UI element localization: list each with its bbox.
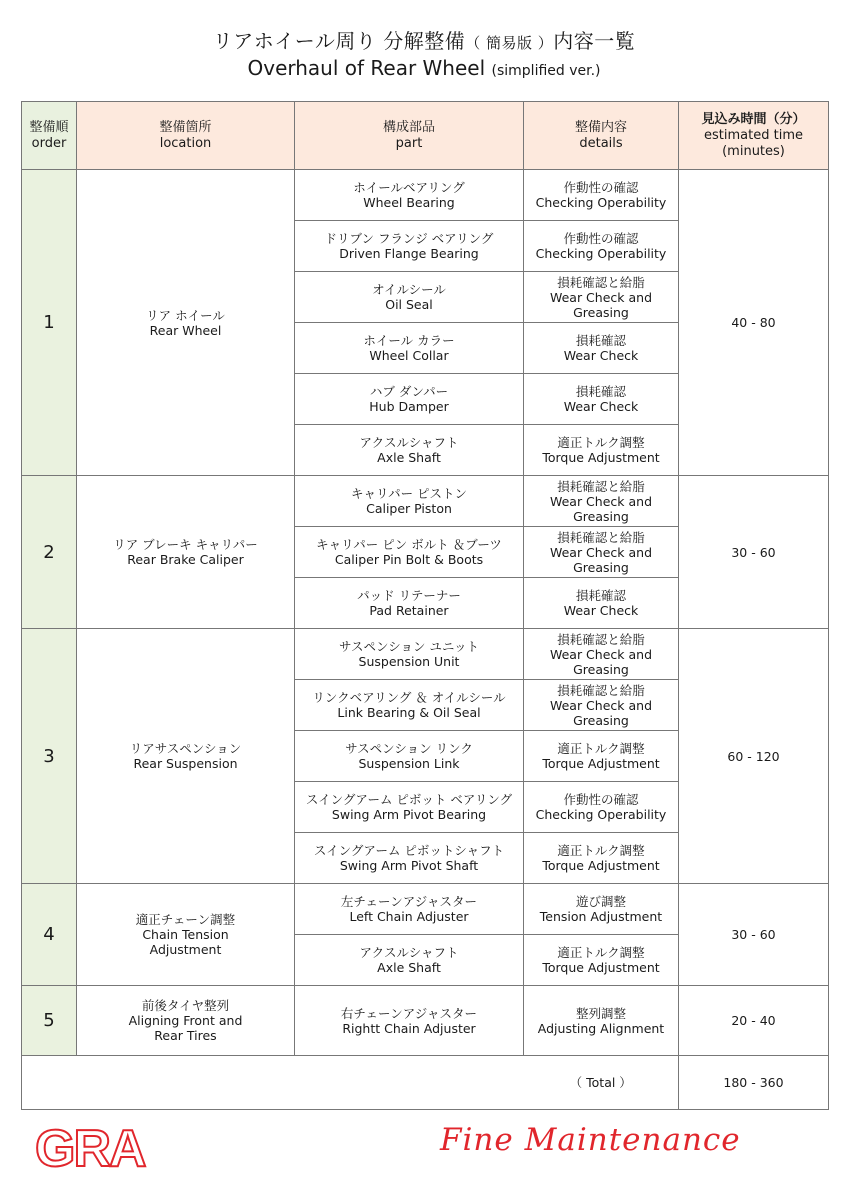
part-jp: キャリパー ピストン (350, 486, 468, 501)
details-cell (524, 170, 679, 221)
part-en: Suspension Unit (358, 654, 460, 669)
header-order-en: order (31, 135, 67, 151)
header-part (295, 102, 524, 170)
part-en: Link Bearing & Oil Seal (337, 705, 481, 720)
part-jp: パッド リテーナー (357, 588, 461, 603)
details-en: Torque Adjustment (542, 960, 660, 975)
header-time-en1: estimated time (704, 127, 803, 143)
time-cell: 60 - 120 (679, 629, 829, 884)
location-en: Rear Suspension (133, 756, 238, 771)
details-jp: 作動性の確認 (563, 231, 639, 246)
details-cell (524, 476, 679, 527)
part-cell (295, 629, 524, 680)
part-en: Swing Arm Pivot Bearing (331, 807, 487, 822)
gra-logo (33, 1118, 167, 1174)
details-cell (524, 272, 679, 323)
part-en: Wheel Bearing (363, 195, 455, 210)
table-row (22, 476, 829, 527)
location-jp: 前後タイヤ整列 (141, 998, 230, 1013)
header-time (679, 102, 829, 170)
header-time-en2: (minutes) (722, 143, 785, 159)
part-cell (295, 527, 524, 578)
details-cell (524, 680, 679, 731)
location-jp: リア ブレーキ キャリパー (113, 537, 258, 552)
title-block (0, 28, 848, 83)
table-body (22, 170, 829, 1110)
table-row (22, 986, 829, 1056)
order-cell: 1 (22, 170, 77, 476)
details-en: Wear Check (563, 348, 639, 363)
part-jp: ハブ ダンパー (369, 384, 449, 399)
details-jp: 損耗確認と給脂 (557, 274, 645, 290)
details-cell (524, 935, 679, 986)
part-cell (295, 986, 524, 1056)
part-jp: ホイールベアリング (353, 180, 465, 195)
details-jp: 適正トルク調整 (557, 741, 645, 756)
part-jp: 右チェーンアジャスター (340, 1005, 478, 1021)
part-jp: 左チェーンアジャスター (340, 894, 478, 909)
location-cell (77, 986, 295, 1056)
details-cell (524, 731, 679, 782)
part-en: Hub Damper (369, 399, 449, 414)
details-en: Wear Check and Greasing (549, 289, 653, 320)
part-en: Left Chain Adjuster (349, 909, 469, 924)
location-cell (77, 884, 295, 986)
location-jp: リア ホイール (146, 307, 225, 323)
details-en: Adjusting Alignment (537, 1020, 665, 1036)
details-en: Wear Check and Greasing (549, 697, 653, 728)
details-en: Wear Check and Greasing (549, 544, 653, 575)
header-time-jp: 見込み時間（分） (701, 111, 806, 127)
header-details (524, 102, 679, 170)
time-cell: 30 - 60 (679, 476, 829, 629)
details-cell (524, 986, 679, 1056)
part-en: Suspension Link (358, 756, 460, 771)
details-jp: 適正トルク調整 (557, 435, 645, 450)
header-details-jp: 整備内容 (574, 119, 627, 135)
details-cell (524, 374, 679, 425)
details-en: Torque Adjustment (542, 450, 660, 465)
title-en-main: Overhaul of Rear Wheel (247, 56, 486, 80)
details-cell (524, 833, 679, 884)
details-en: Checking Operability (535, 195, 667, 210)
table-row (22, 884, 829, 935)
logo-text: GRA (35, 1120, 145, 1174)
details-jp: 整列調整 (575, 1005, 626, 1021)
part-jp: ホイール カラー (363, 333, 455, 348)
location-en: Rear Brake Caliper (127, 552, 244, 567)
details-jp: 損耗確認 (575, 588, 626, 603)
title-jp-tail: 内容一覧 (553, 29, 636, 53)
title-en-small: (simplified ver.) (491, 63, 601, 79)
part-cell (295, 221, 524, 272)
details-en: Wear Check (563, 399, 639, 414)
part-cell (295, 425, 524, 476)
details-cell (524, 884, 679, 935)
details-en: Checking Operability (535, 807, 667, 822)
part-jp: サスペンション ユニット (339, 639, 479, 654)
part-cell (295, 935, 524, 986)
header-order (22, 102, 77, 170)
details-jp: 損耗確認と給脂 (557, 529, 645, 545)
header-location-jp: 整備箇所 (159, 119, 212, 135)
time-cell: 20 - 40 (679, 986, 829, 1056)
part-en: Rightt Chain Adjuster (342, 1020, 476, 1036)
header-part-en: part (395, 135, 423, 151)
details-en: Torque Adjustment (542, 756, 660, 771)
details-cell (524, 425, 679, 476)
order-cell: 3 (22, 629, 77, 884)
title-japanese (0, 28, 848, 56)
part-cell (295, 323, 524, 374)
part-jp: リンクベアリング ＆ オイルシール (312, 690, 506, 705)
maintenance-table (21, 101, 829, 1110)
part-cell (295, 374, 524, 425)
location-en: Rear Wheel (149, 322, 222, 338)
order-cell: 4 (22, 884, 77, 986)
part-en: Wheel Collar (369, 348, 449, 363)
part-en: Driven Flange Bearing (339, 246, 479, 261)
location-cell (77, 476, 295, 629)
details-jp: 損耗確認と給脂 (557, 682, 645, 698)
order-cell: 2 (22, 476, 77, 629)
part-jp: スイングアーム ピボット ベアリング (305, 792, 513, 807)
part-jp: ドリブン フランジ ベアリング (324, 231, 494, 246)
total-row (22, 1056, 829, 1110)
details-en: Wear Check and Greasing (549, 493, 653, 524)
details-jp: 作動性の確認 (563, 792, 639, 807)
part-en: Axle Shaft (377, 960, 441, 975)
details-jp: 遊び調整 (575, 894, 626, 909)
header-location (77, 102, 295, 170)
details-jp: 適正トルク調整 (557, 945, 645, 960)
table-row (22, 170, 829, 221)
part-en: Oil Seal (385, 297, 433, 312)
part-jp: アクスルシャフト (359, 435, 459, 450)
part-cell (295, 884, 524, 935)
location-en: Aligning Front and Rear Tires (128, 1013, 243, 1043)
part-jp: オイルシール (372, 282, 446, 297)
details-jp: 損耗確認 (575, 384, 626, 399)
header-part-jp: 構成部品 (382, 119, 435, 135)
details-jp: 損耗確認 (575, 333, 626, 348)
part-cell (295, 782, 524, 833)
fine-maintenance-tagline: Fine Maintenance (440, 1122, 741, 1158)
part-en: Swing Arm Pivot Shaft (339, 858, 479, 873)
details-jp: 損耗確認と給脂 (557, 478, 645, 494)
location-cell (77, 170, 295, 476)
time-cell: 30 - 60 (679, 884, 829, 986)
header-order-jp: 整備順 (29, 119, 69, 135)
table-row (22, 629, 829, 680)
header-row (22, 102, 829, 170)
part-cell (295, 476, 524, 527)
details-en: Checking Operability (535, 246, 667, 261)
total-empty (22, 1056, 524, 1110)
location-en: Chain Tension Adjustment (142, 927, 229, 957)
details-cell (524, 527, 679, 578)
title-jp-main: リアホイール周り 分解整備 (212, 29, 466, 53)
details-en: Torque Adjustment (542, 858, 660, 873)
total-value: 180 - 360 (679, 1056, 829, 1110)
header-details-en: details (579, 135, 623, 151)
location-jp: リアサスペンション (129, 741, 242, 756)
part-cell (295, 272, 524, 323)
details-cell (524, 782, 679, 833)
details-jp: 作動性の確認 (563, 180, 639, 195)
location-cell (77, 629, 295, 884)
part-cell (295, 680, 524, 731)
time-cell: 40 - 80 (679, 170, 829, 476)
details-jp: 適正トルク調整 (557, 843, 645, 858)
part-jp: キャリパー ピン ボルト ＆ブーツ (316, 537, 502, 552)
details-cell (524, 578, 679, 629)
details-en: Wear Check and Greasing (549, 646, 653, 677)
details-cell (524, 629, 679, 680)
part-en: Caliper Piston (366, 501, 452, 516)
part-cell (295, 170, 524, 221)
part-jp: アクスルシャフト (359, 945, 459, 960)
part-jp: サスペンション リンク (345, 741, 473, 756)
title-jp-paren: （ 簡易版 ） (465, 34, 554, 52)
part-jp: スイングアーム ピボットシャフト (313, 843, 505, 858)
location-jp: 適正チェーン調整 (135, 912, 236, 927)
details-cell (524, 221, 679, 272)
details-en: Wear Check (563, 603, 639, 618)
part-cell (295, 833, 524, 884)
part-en: Caliper Pin Bolt & Boots (334, 552, 484, 567)
part-en: Axle Shaft (377, 450, 441, 465)
details-jp: 損耗確認と給脂 (557, 631, 645, 647)
details-en: Tension Adjustment (539, 909, 663, 924)
title-english (0, 56, 848, 83)
order-cell: 5 (22, 986, 77, 1056)
part-cell (295, 578, 524, 629)
part-cell (295, 731, 524, 782)
details-cell (524, 323, 679, 374)
header-location-en: location (159, 135, 212, 151)
part-en: Pad Retainer (369, 603, 449, 618)
total-label: （ Total ） (524, 1056, 679, 1110)
